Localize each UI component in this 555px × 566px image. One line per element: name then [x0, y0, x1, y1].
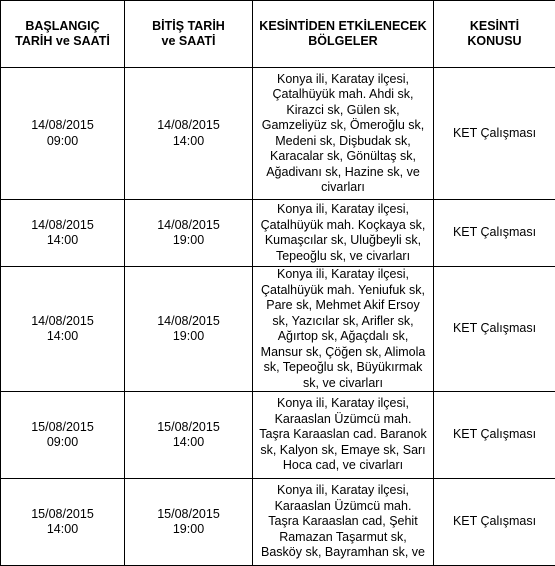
affected-regions-cell	[253, 68, 434, 200]
outage-topic-cell: KET Çalışması	[434, 479, 555, 566]
start-date: 15/08/2015	[1, 507, 124, 523]
affected-regions-cell	[253, 479, 434, 566]
end-date: 14/08/2015	[125, 314, 252, 330]
region-line: civarları	[257, 180, 429, 196]
header-topic-line2: KONUSU	[436, 34, 553, 50]
end-date: 14/08/2015	[125, 118, 252, 134]
region-line: Çatalhüyük mah. Yeniufuk sk,	[257, 283, 429, 299]
header-end-line2: ve SAATİ	[127, 34, 250, 50]
end-time: 19:00	[125, 522, 252, 538]
region-line: Hoca cad, ve civarları	[257, 458, 429, 474]
end-time: 19:00	[125, 233, 252, 249]
region-line: Tepeoğlu sk, ve civarları	[257, 249, 429, 265]
outage-topic-cell: KET Çalışması	[434, 267, 555, 392]
region-line: sk, Kalyon sk, Emaye sk, Sarı	[257, 443, 429, 459]
header-end-datetime	[125, 1, 253, 68]
end-time: 14:00	[125, 435, 252, 451]
region-line: Konya ili, Karatay ilçesi,	[257, 267, 429, 283]
table-row	[1, 479, 555, 566]
end-datetime-cell	[125, 68, 253, 200]
region-line: Kirazci sk, Gülen sk,	[257, 103, 429, 119]
start-date: 14/08/2015	[1, 314, 124, 330]
header-affected-regions	[253, 1, 434, 68]
end-date: 15/08/2015	[125, 507, 252, 523]
start-time: 14:00	[1, 233, 124, 249]
region-line: Çatalhüyük mah. Koçkaya sk,	[257, 218, 429, 234]
header-region-line1: KESİNTİDEN ETKİLENECEK	[255, 19, 431, 35]
region-line: Ramazan Taşarmut sk,	[257, 530, 429, 546]
start-date: 15/08/2015	[1, 420, 124, 436]
start-datetime-cell	[1, 267, 125, 392]
start-time: 09:00	[1, 435, 124, 451]
region-line: Kumaşcılar sk, Uluğbeyli sk,	[257, 233, 429, 249]
header-start-line2: TARİH ve SAATİ	[3, 34, 122, 50]
affected-regions-cell	[253, 200, 434, 267]
end-datetime-cell	[125, 392, 253, 479]
region-line: Karaaslan Üzümcü mah.	[257, 499, 429, 515]
region-line: Karacalar sk, Gönültaş sk,	[257, 149, 429, 165]
header-start-line1: BAŞLANGIÇ	[3, 19, 122, 35]
table-row	[1, 392, 555, 479]
table-row	[1, 200, 555, 267]
end-date: 14/08/2015	[125, 218, 252, 234]
start-time: 09:00	[1, 134, 124, 150]
region-line: Konya ili, Karatay ilçesi,	[257, 483, 429, 499]
end-time: 19:00	[125, 329, 252, 345]
table-row	[1, 267, 555, 392]
header-outage-topic	[434, 1, 555, 68]
region-line: sk, ve civarları	[257, 376, 429, 392]
end-date: 15/08/2015	[125, 420, 252, 436]
region-line: Taşra Karaaslan cad, Şehit	[257, 514, 429, 530]
end-datetime-cell	[125, 267, 253, 392]
start-date: 14/08/2015	[1, 218, 124, 234]
header-region-line2: BÖLGELER	[255, 34, 431, 50]
outage-topic-cell: KET Çalışması	[434, 68, 555, 200]
end-time: 14:00	[125, 134, 252, 150]
region-line: Ağadivanı sk, Hazine sk, ve	[257, 165, 429, 181]
region-line: sk, Tepeoğlu sk, Büyükırmak	[257, 360, 429, 376]
affected-regions-cell	[253, 267, 434, 392]
start-datetime-cell	[1, 200, 125, 267]
region-line: Medeni sk, Dişbudak sk,	[257, 134, 429, 150]
start-datetime-cell	[1, 479, 125, 566]
start-datetime-cell	[1, 68, 125, 200]
table-row	[1, 68, 555, 200]
start-time: 14:00	[1, 329, 124, 345]
affected-regions-cell	[253, 392, 434, 479]
start-datetime-cell	[1, 392, 125, 479]
region-line: Gamzeliyüz sk, Ömeroğlu sk,	[257, 118, 429, 134]
outage-topic-cell: KET Çalışması	[434, 392, 555, 479]
region-line: Basköy sk, Bayramhan sk, ve	[257, 545, 429, 561]
region-line: Taşra Karaaslan cad. Baranok	[257, 427, 429, 443]
start-date: 14/08/2015	[1, 118, 124, 134]
table-header-row	[1, 1, 555, 68]
header-start-datetime	[1, 1, 125, 68]
region-line: Çatalhüyük mah. Ahdi sk,	[257, 87, 429, 103]
region-line: sk, Yazıcılar sk, Arifler sk,	[257, 314, 429, 330]
start-time: 14:00	[1, 522, 124, 538]
header-end-line1: BİTİŞ TARİH	[127, 19, 250, 35]
end-datetime-cell	[125, 479, 253, 566]
header-topic-line1: KESİNTİ	[436, 19, 553, 35]
region-line: Karaaslan Üzümcü mah.	[257, 412, 429, 428]
region-line: Konya ili, Karatay ilçesi,	[257, 72, 429, 88]
region-line: Mansur sk, Çöğen sk, Alimola	[257, 345, 429, 361]
region-line: Pare sk, Mehmet Akif Ersoy	[257, 298, 429, 314]
region-line: Ağırtop sk, Ağaçdalı sk,	[257, 329, 429, 345]
end-datetime-cell	[125, 200, 253, 267]
outage-topic-cell: KET Çalışması	[434, 200, 555, 267]
region-line: Konya ili, Karatay ilçesi,	[257, 202, 429, 218]
region-line: Konya ili, Karatay ilçesi,	[257, 396, 429, 412]
